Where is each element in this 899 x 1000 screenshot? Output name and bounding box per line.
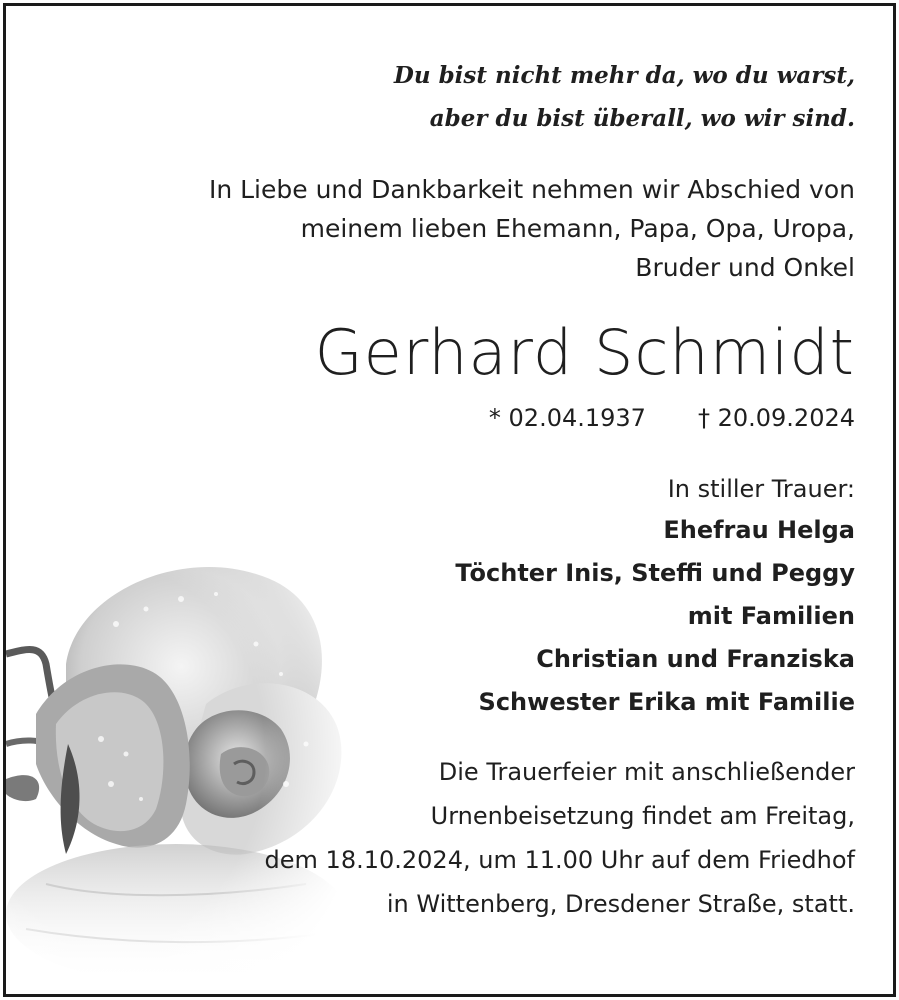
motto-quote	[95, 54, 855, 140]
service-line: in Wittenberg, Dresdener Straße, statt.	[386, 890, 855, 918]
birth-date: * 02.04.1937	[488, 404, 646, 432]
mourner-entry: mit Familien	[687, 602, 855, 630]
farewell-intro	[95, 170, 855, 287]
intro-line: meinem lieben Ehemann, Papa, Opa, Uropa,	[300, 214, 855, 243]
mourner-entry: Christian und Franziska	[536, 645, 855, 673]
mourners-list	[95, 509, 855, 724]
mourner-entry: Schwester Erika mit Familie	[478, 688, 855, 716]
death-date: † 20.09.2024	[697, 404, 855, 432]
mourner-entry: Ehefrau Helga	[663, 516, 855, 544]
service-line: Urnenbeisetzung findet am Freitag,	[430, 802, 855, 830]
deceased-name: Gerhard Schmidt	[314, 316, 855, 389]
service-line: dem 18.10.2024, um 11.00 Uhr auf dem Friedhof	[264, 846, 855, 874]
mourner-entry: Töchter Inis, Steffi und Peggy	[455, 559, 855, 587]
obituary-frame	[3, 3, 896, 997]
obituary-text	[95, 6, 855, 926]
service-line: Die Trauerfeier mit anschließender	[438, 758, 855, 786]
intro-line: In Liebe und Dankbarkeit nehmen wir Abschied von	[208, 175, 855, 204]
funeral-service-info	[95, 750, 855, 926]
intro-line: Bruder und Onkel	[635, 253, 855, 282]
motto-line: Du bist nicht mehr da, wo du warst,	[393, 62, 855, 89]
mourners-heading: In stiller Trauer:	[667, 475, 855, 503]
life-dates	[95, 401, 855, 435]
motto-line: aber du bist überall, wo wir sind.	[429, 105, 855, 132]
